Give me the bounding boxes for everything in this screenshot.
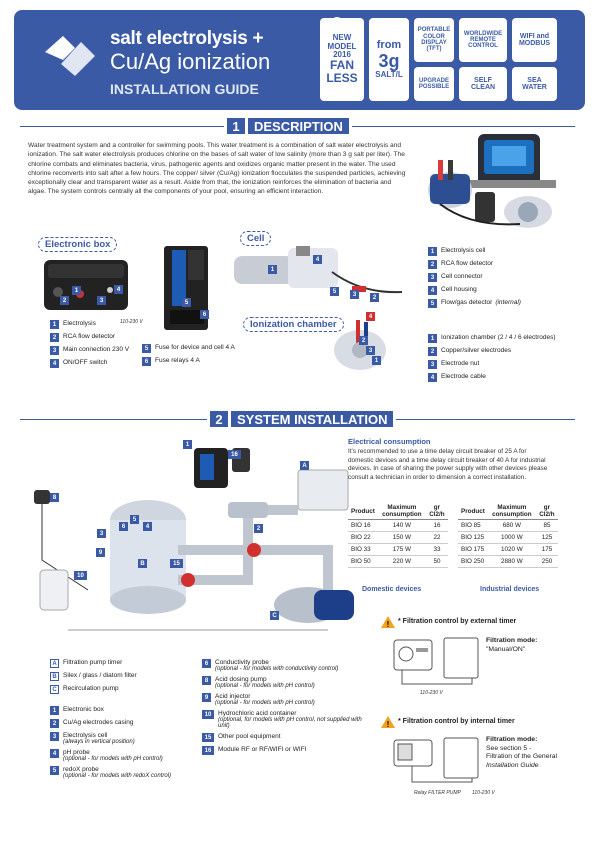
legend-text-wrap: [155, 344, 235, 351]
section-number: 1: [227, 118, 245, 134]
table-cell: BIO 125: [458, 532, 488, 544]
table-row: [348, 520, 448, 532]
legend-item: [50, 706, 200, 715]
badge-line: from: [376, 39, 402, 52]
marker-3: 3: [97, 296, 106, 305]
svg-text:!: !: [386, 620, 390, 628]
legend-number: 5: [428, 299, 437, 308]
legend-text: Cell connector: [441, 273, 483, 280]
table-cell: 250: [536, 556, 558, 568]
legend-text-wrap: [63, 719, 133, 726]
diagram-marker-9: 9: [96, 548, 105, 557]
table-row: [348, 544, 448, 556]
legend-number: 16: [202, 746, 214, 755]
section-number: 2: [210, 411, 228, 427]
diagram-marker-A: A: [300, 461, 309, 470]
legend-text-wrap: [441, 334, 556, 341]
ion-marker-2: 2: [359, 336, 368, 345]
product-image: [420, 132, 560, 232]
table-cell: 85: [536, 520, 558, 532]
legend-text: RCA flow detector: [63, 333, 116, 340]
legend-text-wrap: [63, 672, 137, 679]
ion-marker-4: 4: [366, 312, 375, 321]
legend-text: Electronic box: [63, 706, 104, 713]
legend-text-wrap: [215, 676, 315, 689]
electronic-box-legend-b: [142, 344, 272, 370]
installation-diagram: [28, 440, 358, 640]
table-row: [458, 556, 558, 568]
legend-text: Acid injector: [215, 693, 251, 700]
badge-line: LESS: [326, 71, 358, 86]
legend-number: 1: [50, 706, 59, 715]
table-cell: BIO 50: [348, 556, 378, 568]
table-row: [458, 544, 558, 556]
badge-line: UPGRADE: [418, 77, 449, 84]
col-header: Maximum consumption: [488, 503, 536, 520]
table-row: [458, 532, 558, 544]
diagram-marker-2: 2: [254, 524, 263, 533]
legend-text-wrap: [63, 320, 96, 327]
warning-icon: [381, 716, 395, 728]
header-banner: [14, 10, 585, 110]
legend-text-wrap: [63, 685, 119, 692]
internal-timer-title: * Filtration control by internal timer: [398, 718, 515, 725]
legend-text: Copper/silver electrodes: [441, 347, 512, 354]
legend-text: Electrode cable: [441, 373, 486, 380]
table-row: [348, 556, 448, 568]
legend-number: 3: [428, 360, 437, 369]
external-timer-diagram: [392, 634, 482, 694]
badge-line: POSSIBLE: [418, 84, 450, 90]
diagram-marker-1: 1: [183, 440, 192, 449]
badge-line: DISPLAY: [421, 40, 447, 46]
marker-6: 6: [200, 310, 209, 319]
badge-line: 2016: [333, 50, 351, 60]
legend-number: 6: [202, 659, 211, 668]
internal-voltage: 110-230 V: [472, 790, 495, 796]
legend-number: 3: [428, 273, 437, 282]
col-header: Product: [458, 503, 488, 520]
relay-label: Relay FILTER PUMP: [414, 790, 461, 796]
ionization-chamber-label: Ionization chamber: [243, 317, 344, 332]
diagram-marker-B: B: [138, 559, 147, 568]
title-line2: Cu/Ag ionization: [110, 49, 271, 74]
ion-marker-3: 3: [366, 346, 375, 355]
cell-marker-1: 1: [268, 265, 277, 274]
box-voltage: 110-230 V: [120, 319, 143, 325]
badge-line: (TFT): [426, 46, 442, 53]
section1-heading: [224, 118, 352, 134]
ionization-chamber-image: [328, 318, 394, 372]
electrical-consumption-text: It's recommended to use a time delay circuit breaker of 25 A for domestic devices and a time delay circuit breaker of 40 A for industrial devices. In case of sharing the power supply with other devices please consult a technician in order to dimension a correct installation.: [348, 448, 548, 481]
legend-text: Electrolysis cell: [441, 247, 486, 254]
table-cell: 220 W: [378, 556, 426, 568]
legend-text-wrap: [218, 746, 306, 753]
legend-text: Fuse for device and cell 4 A: [155, 344, 235, 351]
badge-line: FAN: [330, 58, 354, 73]
badge-line: 3g: [378, 50, 400, 71]
table-cell: 680 W: [488, 520, 536, 532]
badge-line: WIFI and: [519, 32, 550, 40]
industrial-table: [458, 503, 558, 568]
svg-text:!: !: [386, 720, 390, 728]
legend-note: (optional, for models with pH control, not supplied with unit): [218, 717, 362, 729]
table-cell: 1020 W: [488, 544, 536, 556]
badge-line: CLEAN: [470, 84, 496, 91]
legend-item: [50, 333, 160, 342]
legend-item: [428, 273, 588, 282]
legend-item: [428, 347, 593, 356]
legend-text: Conductivity probe: [215, 659, 269, 666]
legend-text: Cu/Ag electrodes casing: [63, 719, 134, 726]
table-cell: BIO 16: [348, 520, 378, 532]
legend-text-wrap: [63, 732, 135, 745]
legend-item: [202, 710, 372, 729]
legend-text-wrap: [63, 333, 115, 340]
external-voltage: 110-230 V: [420, 690, 443, 696]
legend-item: [202, 676, 372, 689]
legend-item: [50, 719, 200, 728]
diagram-marker-C: C: [270, 611, 279, 620]
mode-line: See section 5 -: [486, 744, 532, 752]
legend-text-wrap: [218, 733, 281, 740]
legend-item: [202, 733, 372, 742]
legend-number: B: [50, 672, 59, 681]
cell-marker-2: 2: [370, 293, 379, 302]
domestic-caption: Domestic devices: [362, 586, 422, 593]
legend-text-wrap: [63, 659, 122, 666]
table-cell: 33: [426, 544, 448, 556]
diagram-marker-10: 10: [74, 571, 87, 580]
title-line1: salt electrolysis +: [110, 28, 264, 49]
badge-line: COLOR: [423, 33, 445, 40]
legend-item: [50, 766, 200, 779]
legend-item: [428, 334, 593, 343]
legend-item: [142, 357, 272, 366]
legend-text-wrap: [441, 273, 483, 280]
table-cell: 140 W: [378, 520, 426, 532]
table-row: [458, 520, 558, 532]
cell-image: [232, 244, 412, 304]
legend-item: [428, 286, 588, 295]
badge-line: NEW: [332, 33, 352, 43]
legend-note: (always in vertical position): [63, 739, 135, 745]
legend-text: Silex / glass / diatom filter: [63, 672, 137, 679]
legend-text-wrap: [441, 360, 479, 367]
domestic-table: [348, 503, 448, 568]
internal-mode-text: [486, 736, 557, 770]
table-cell: 175 W: [378, 544, 426, 556]
diagram-marker-8: 8: [50, 493, 59, 502]
legend-number: 3: [50, 346, 59, 355]
legend-item: [50, 732, 200, 745]
legend-item: [202, 659, 372, 672]
col-header: Maximum consumption: [378, 503, 426, 520]
mode-line: Filtration mode:: [486, 736, 538, 743]
col-header: gr Cl2/h: [536, 503, 558, 520]
install-legend-col1: [50, 706, 200, 783]
legend-number: 5: [50, 766, 59, 775]
legend-number: 9: [202, 693, 211, 702]
industrial-caption: Industrial devices: [480, 586, 540, 593]
electrical-consumption-title: Electrical consumption: [348, 437, 431, 446]
section-title: SYSTEM INSTALLATION: [231, 411, 393, 427]
legend-item: [142, 344, 272, 353]
section2-heading: [207, 411, 396, 427]
table-row: [348, 532, 448, 544]
legend-number: 8: [202, 676, 211, 685]
letters-legend: [50, 659, 200, 698]
table-cell: BIO 250: [458, 556, 488, 568]
diagram-marker-6: 6: [119, 522, 128, 531]
legend-number: 5: [142, 344, 151, 353]
legend-item: [428, 260, 588, 269]
legend-number: 4: [50, 749, 59, 758]
ionization-legend: [428, 334, 593, 386]
feature-badge: [512, 18, 557, 62]
legend-text: Ionization chamber (2 / 4 / 6 electrodes): [441, 334, 556, 341]
badge-line: PORTABLE: [417, 27, 451, 34]
legend-text: Flow/gas detector: [441, 299, 493, 306]
legend-text-wrap: [155, 357, 200, 364]
legend-note: (optional - for models with pH control): [215, 700, 315, 706]
marker-5: 5: [182, 298, 191, 307]
legend-item: [202, 693, 372, 706]
legend-text: RCA flow detector: [441, 260, 494, 267]
legend-text-wrap: [215, 659, 338, 672]
legend-text: Acid dosing pump: [215, 676, 267, 683]
cell-marker-4: 4: [313, 255, 322, 264]
legend-text: Hydrochloric acid container: [218, 710, 297, 717]
feature-badge: [320, 18, 364, 101]
legend-number: 2: [50, 333, 59, 342]
mode-line: Filtration of the General: [486, 753, 558, 761]
mode-line: Installation Guide: [486, 761, 539, 769]
legend-text-wrap: [441, 247, 485, 254]
diagram-marker-3: 3: [97, 529, 106, 538]
col-header: gr Cl2/h: [426, 503, 448, 520]
legend-number: 4: [428, 286, 437, 295]
table-cell: BIO 175: [458, 544, 488, 556]
feature-badge: [512, 67, 557, 101]
badge-line: MODEL: [327, 41, 357, 51]
legend-extra: (internal): [495, 299, 521, 306]
legend-text-wrap: [63, 749, 163, 762]
legend-text-wrap: [63, 346, 129, 353]
legend-text: Module RF or RF/WIFI or WIFI: [218, 746, 307, 753]
cell-marker-5: 5: [330, 287, 339, 296]
legend-item: [50, 320, 160, 329]
table-cell: BIO 85: [458, 520, 488, 532]
legend-text-wrap: [441, 299, 521, 306]
legend-text: Cell housing: [441, 286, 477, 293]
badge-line: SELF: [474, 76, 492, 84]
legend-text-wrap: [215, 693, 315, 706]
brand-logo-icon: [41, 30, 99, 80]
legend-text-wrap: [63, 766, 171, 779]
diagram-marker-5: 5: [130, 515, 139, 524]
table-cell: 2880 W: [488, 556, 536, 568]
legend-item: [202, 746, 372, 755]
legend-text: Electrolysis cell: [63, 732, 108, 739]
legend-text: Fuse relays 4 A: [155, 357, 200, 364]
marker-1: 1: [72, 286, 81, 295]
external-timer-title: * Filtration control by external timer: [398, 618, 517, 625]
section-title: DESCRIPTION: [248, 118, 349, 134]
legend-number: 10: [202, 710, 214, 719]
install-legend-col2: [202, 659, 372, 759]
mode-line: "Manual/ON": [486, 645, 526, 653]
legend-number: 1: [428, 247, 437, 256]
table-cell: BIO 22: [348, 532, 378, 544]
legend-number: C: [50, 685, 59, 694]
subtitle: INSTALLATION GUIDE: [110, 81, 259, 97]
legend-item: [50, 659, 200, 668]
legend-number: 2: [428, 260, 437, 269]
legend-text: pH probe: [63, 749, 90, 756]
legend-item: [50, 685, 200, 694]
legend-number: 3: [50, 732, 59, 741]
feature-badge: [369, 18, 409, 101]
legend-number: 15: [202, 733, 214, 742]
diagram-marker-16: 16: [228, 450, 241, 459]
feature-badge: [459, 18, 507, 62]
diagram-marker-4: 4: [143, 522, 152, 531]
legend-number: 4: [50, 359, 59, 368]
legend-text: Electrolysis: [63, 320, 96, 327]
feature-badge: [459, 67, 507, 101]
description-text: Water treatment system and a controller for swimming pools. This water treatment is a combination of salt water electrolysis and ionization. The salt water electrolysis produces chlorine on the bases of salt water of low salinity (more than 3 g salt per liter). The chlorine combats and eliminates bacteria, virus, pathogenic agents and oxidizes organic matter present in the water. The used chlorine reconverts into salt after a few hours. The copper/ silver (Cu/Ag) ionization flocculates the suspended particles, achieving exceptionally clear and transparent water as a result. Aside from that, the ionization reinforces the elimination of bacteria and algae. The system controls centrally all the components of your pool, ensuring an efficient interaction.: [28, 142, 406, 196]
legend-text: Other pool equipment: [218, 733, 281, 740]
legend-item: [50, 749, 200, 762]
col-header: Product: [348, 503, 378, 520]
legend-number: 4: [428, 373, 437, 382]
legend-note: (optional - for models with redoX control): [63, 773, 172, 779]
badge-line: CONTROL: [468, 43, 498, 50]
legend-text-wrap: [441, 347, 511, 354]
table-cell: 22: [426, 532, 448, 544]
marker-2: 2: [60, 296, 69, 305]
legend-text: redoX probe: [63, 766, 99, 773]
legend-text-wrap: [441, 260, 493, 267]
mode-line: Filtration mode:: [486, 637, 538, 644]
table-cell: 175: [536, 544, 558, 556]
legend-item: [428, 373, 593, 382]
table-cell: 1000 W: [488, 532, 536, 544]
legend-text-wrap: [218, 710, 372, 729]
legend-number: 6: [142, 357, 151, 366]
legend-note: (optional - for models with pH control): [63, 756, 163, 762]
legend-number: 2: [50, 719, 59, 728]
cell-label: Cell: [240, 231, 271, 246]
table-cell: BIO 33: [348, 544, 378, 556]
feature-badge: [414, 18, 454, 62]
legend-number: 2: [428, 347, 437, 356]
ion-marker-1: 1: [372, 356, 381, 365]
cell-legend: [428, 247, 588, 312]
legend-text-wrap: [441, 286, 477, 293]
diagram-marker-15: 15: [170, 559, 183, 568]
badge-line: SEA: [527, 76, 542, 84]
badge-line: REMOTE: [470, 36, 496, 43]
legend-text: Recirculation pump: [63, 685, 119, 692]
electronic-box-label: Electronic box: [38, 237, 117, 252]
legend-text: Filtration pump timer: [63, 659, 123, 666]
table-cell: 125: [536, 532, 558, 544]
badge-line: MODBUS: [518, 40, 551, 47]
legend-item: [50, 672, 200, 681]
legend-note: (optional - for models with pH control): [215, 683, 315, 689]
cell-marker-3: 3: [350, 290, 359, 299]
internal-timer-diagram: [392, 734, 482, 789]
badge-line: WATER: [522, 84, 547, 91]
feature-badge: [414, 67, 454, 101]
legend-text: Electrode nut: [441, 360, 480, 367]
legend-text: ON/OFF switch: [63, 359, 108, 366]
legend-number: 1: [50, 320, 59, 329]
legend-text-wrap: [63, 359, 107, 366]
legend-item: [428, 360, 593, 369]
legend-number: A: [50, 659, 59, 668]
marker-4: 4: [114, 285, 123, 294]
legend-item: [428, 247, 588, 256]
legend-text-wrap: [441, 373, 486, 380]
badge-line: SALT/L: [375, 69, 403, 79]
legend-number: 1: [428, 334, 437, 343]
badge-line: WORLDWIDE: [463, 30, 503, 37]
legend-text: Main connection 230 V: [63, 346, 130, 353]
legend-text-wrap: [63, 706, 104, 713]
legend-note: (optional - for models with conductivity control): [215, 666, 339, 672]
table-cell: 50: [426, 556, 448, 568]
table-cell: 150 W: [378, 532, 426, 544]
legend-item: [428, 299, 588, 308]
warning-icon: [381, 616, 395, 628]
table-cell: 16: [426, 520, 448, 532]
external-mode-text: [486, 637, 537, 654]
